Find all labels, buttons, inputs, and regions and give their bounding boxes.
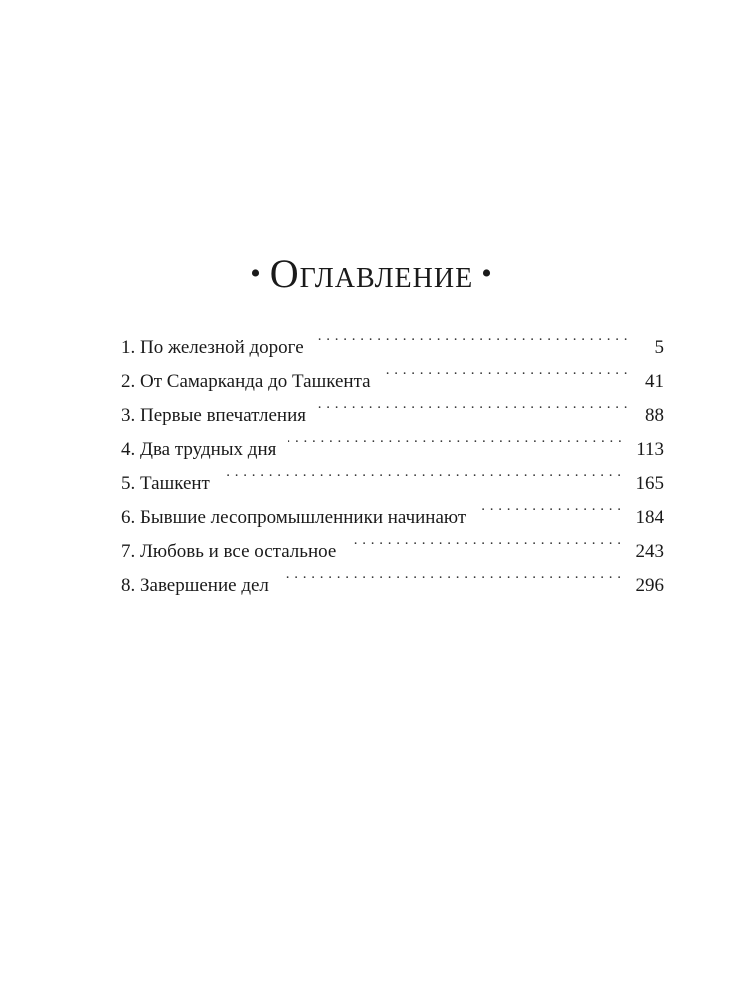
toc-entry-title: 3. Первые впечатления [121, 405, 306, 426]
toc-entry-title: 8. Завершение дел [121, 575, 269, 596]
toc-entry-title: 4. Два трудных дня [121, 439, 277, 460]
toc-entry-page-number: 184 [635, 507, 664, 528]
dot-leader [478, 489, 621, 523]
toc-entry-title: 5. Ташкент [121, 473, 210, 494]
toc-entry-page-number: 113 [636, 439, 664, 460]
table-of-contents [121, 319, 664, 596]
dot-leader [383, 353, 628, 387]
dot-leader [316, 319, 628, 353]
page-title: Оглавление [269, 251, 474, 296]
dot-leader [222, 455, 622, 489]
dot-leader [348, 523, 621, 557]
dot-leader [318, 387, 628, 421]
toc-entry-page-number: 243 [635, 541, 664, 562]
bullet-icon: • [250, 257, 262, 290]
toc-entry-page-number: 5 [654, 337, 664, 358]
bullet-icon: • [481, 257, 493, 290]
toc-entry-title: 6. Бывшие лесопромышленники начинают [121, 507, 467, 528]
toc-entry-title: 7. Любовь и все остальное [121, 541, 337, 562]
toc-entry-page-number: 41 [645, 371, 664, 392]
toc-entry-page-number: 296 [635, 575, 664, 596]
toc-entry-title: 1. По железной дороге [121, 337, 304, 358]
page-heading [0, 248, 743, 300]
toc-entry-title: 2. От Самарканда до Ташкента [121, 371, 371, 392]
toc-entry-page-number: 165 [635, 473, 664, 494]
toc-entry-page-number: 88 [645, 405, 664, 426]
dot-leader [288, 421, 622, 455]
toc-entry[interactable] [121, 319, 664, 358]
dot-leader [281, 557, 622, 591]
